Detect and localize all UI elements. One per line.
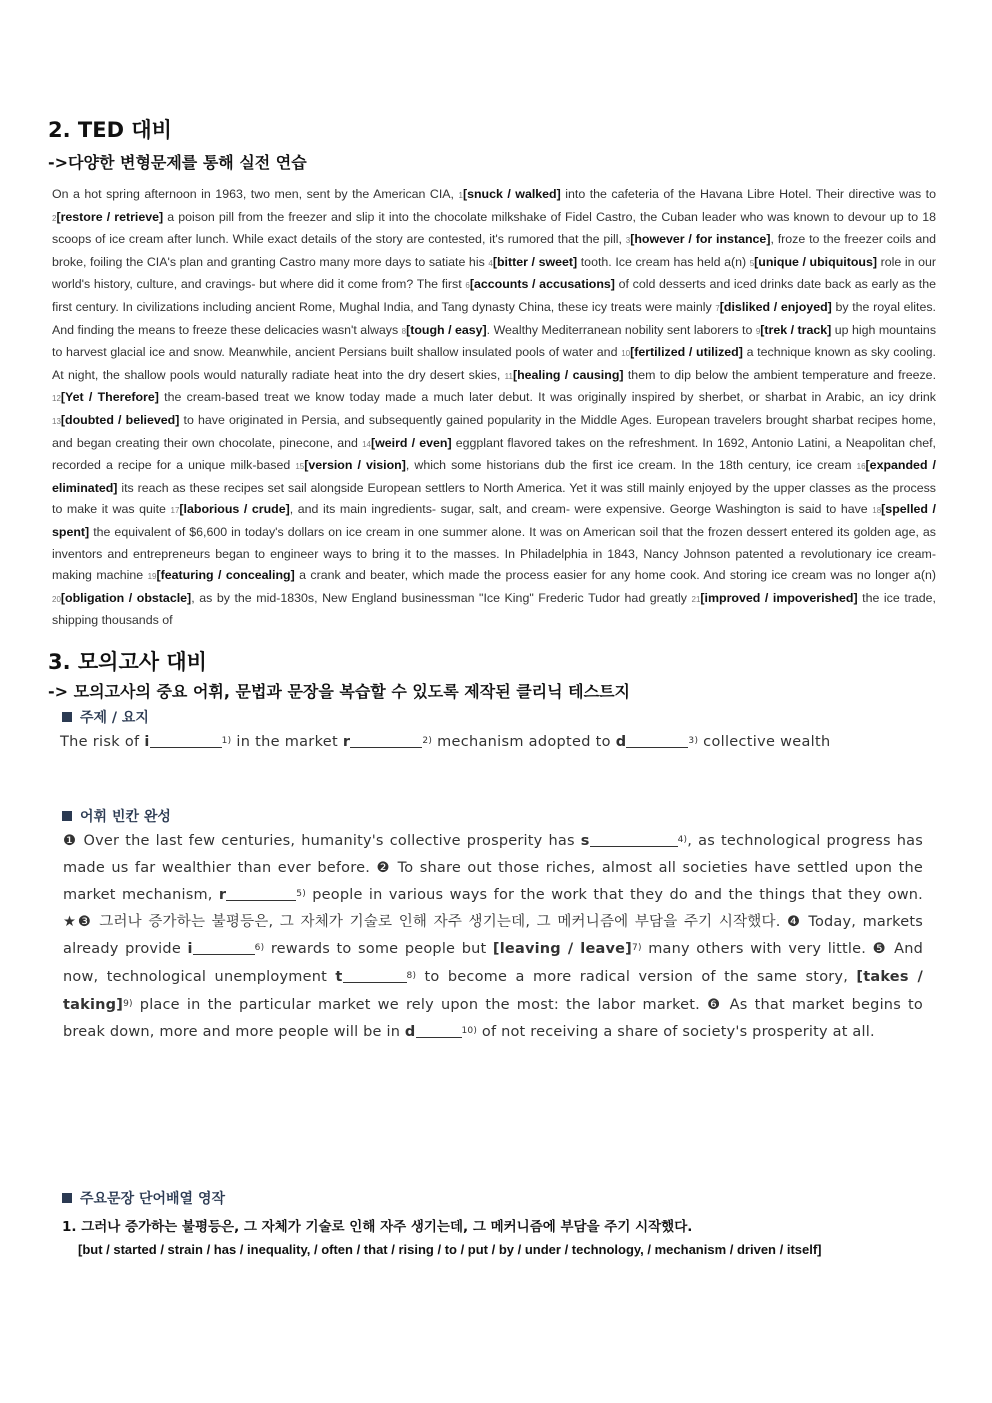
ted-text: . Wealthy Mediterranean nobility sent laborers to	[486, 322, 756, 337]
ted-question-number: 12	[52, 394, 61, 404]
ted-bold: [laborious / crude]	[179, 502, 290, 517]
ted-text: its reach as these recipes set sail alongside European settlers to North America. Yet it was still mainly enjoyed by the upper classes as the process to make it was quite	[52, 480, 936, 517]
ted-text: them to dip below the ambient temperature and freeze.	[623, 367, 937, 382]
square-bullet-icon	[62, 811, 72, 821]
ted-text: up high mountains to harvest glacial ice and snow. Meanwhile, ancient Persians built shallow insulated pools of water and	[52, 322, 937, 360]
ted-question-number: 5	[749, 258, 755, 268]
vocab-blank	[226, 887, 296, 901]
ted-question-number: 1	[458, 191, 463, 200]
ted-bold: [expanded / eliminated]	[52, 458, 936, 495]
topic-question-number: 1)	[221, 736, 232, 746]
ted-bold: [weird / even]	[371, 435, 452, 450]
topic-text: in the market	[231, 734, 343, 750]
ted-bold: [tough / easy]	[406, 322, 487, 337]
ted-bold: [trek / track]	[760, 322, 832, 337]
topic-question-number: 2)	[422, 736, 433, 746]
ted-bold: [Yet / Therefore]	[60, 390, 159, 405]
vocab-heading-label: 어휘 빈칸 완성	[80, 809, 171, 825]
ted-question-number: 19	[147, 572, 157, 582]
ted-bold: [healing / causing]	[512, 367, 624, 382]
square-bullet-icon	[62, 712, 72, 722]
ted-bold: [snuck / walked]	[462, 187, 561, 201]
vocab-text: rewards to some people but	[264, 941, 493, 958]
ted-bold: [disliked / enjoyed]	[719, 299, 832, 314]
ted-text: , as by the mid-1830s, New England businessman "Ice King" Frederic Tudor had greatly	[191, 590, 692, 605]
ted-question-number: 20	[52, 594, 61, 604]
topic-question-number: 3)	[688, 736, 699, 746]
arrange-heading-label: 주요문장 단어배열 영작	[80, 1191, 225, 1207]
ted-question-number: 10	[621, 349, 631, 359]
topic-text: mechanism adopted to	[432, 734, 616, 750]
ted-question-number: 17	[170, 506, 180, 516]
section-3-title: 3. 모의고사 대비	[48, 650, 207, 674]
ted-text: a crank and beater, which made the process easier for any home cook. And storing ice cream was no longer a(n)	[294, 568, 936, 583]
vocab-text: , as technological progress has made us far wealthier than ever before. ❷ To share out those riches, almost all societies have settled upon the market mechanism,	[63, 833, 923, 904]
topic-bold: r	[342, 734, 351, 750]
vocab-question-number: 4)	[677, 835, 688, 845]
ted-text: , froze to the freezer coils and broke, foiling the CIA's plan and granting Castro many more days to satiate his	[52, 232, 936, 269]
vocab-text: to become a more radical version of the same story,	[416, 968, 857, 985]
ted-question-number: 2	[52, 213, 57, 223]
vocab-bold: d	[404, 1024, 416, 1041]
vocab-text: of not receiving a share of society's prosperity at all.	[477, 1024, 875, 1041]
ted-text: by the royal elites. And finding the means to freeze these delicacies wasn't always	[52, 299, 936, 337]
ted-text: a technique known as sky cooling. At night, the shallow pools would naturally radiate heat into the dry desert skies,	[52, 345, 936, 382]
ted-question-number: 9	[755, 326, 761, 336]
ted-bold: [bitter / sweet]	[492, 254, 578, 269]
vocab-question-number: 6)	[254, 943, 265, 954]
vocab-bold: r	[218, 887, 227, 904]
topic-blank	[150, 734, 222, 748]
arrange-question: 1. 그러나 증가하는 불평등은, 그 자체가 기술로 인해 자주 생기는데, 그 메커니즘에 부담을 주기 시작했다.	[62, 1219, 693, 1235]
ted-text: the ice trade, shipping thousands of	[52, 590, 937, 628]
ted-passage	[52, 184, 936, 632]
ted-question-number: 6	[465, 281, 470, 291]
ted-bold: [improved / impoverished]	[700, 590, 858, 605]
vocab-question-number: 5)	[296, 889, 306, 900]
vocab-text: people in various ways for the work that they do and the things that they own. ★❸ 그러나 증가하는 불평등은, 그 자체가 기술로 인해 자주 생기는데, 그 메커니즘에 부담을 주기 시작했다. ❹ Today, markets already provide	[63, 887, 923, 958]
ted-text: the cream-based treat we know today made a much later debut. It was originally inspired by sherbet, or sharbat in Arabic, an icy drink	[158, 390, 936, 405]
ted-text: tooth. Ice cream has held a(n)	[577, 254, 750, 269]
square-bullet-icon	[62, 1193, 72, 1203]
ted-text: to have originated in Persia, and subsequently gained popularity in the Middle Ages. European travelers brought sharbat recipes home, and began creating their own chocolate, pinecone, and	[52, 412, 937, 450]
ted-question-number: 21	[691, 594, 701, 604]
ted-text: , which some historians dub the first ice cream. In the 18th century, ice cream	[405, 458, 857, 473]
vocab-blank	[416, 1024, 462, 1038]
ted-text: On a hot spring afternoon in 1963, two men, sent by the American CIA,	[52, 187, 459, 201]
vocab-passage	[63, 827, 923, 1046]
topic-heading-label: 주제 / 요지	[80, 710, 149, 726]
ted-bold: [obligation / obstacle]	[60, 590, 192, 605]
topic-sentence	[60, 734, 830, 750]
ted-question-number: 8	[401, 326, 407, 336]
ted-text: a poison pill from the freezer and slip it into the chocolate milkshake of Fidel Castro, the Cuban leader who was known to devour up to 18 scoops of ice cream after lunch. While exact details of the story are contested, it's rumored that the pill,	[52, 209, 936, 247]
topic-text: The risk of	[60, 734, 145, 750]
vocab-blank	[343, 969, 407, 983]
topic-bold: d	[615, 734, 627, 750]
topic-bold: i	[144, 734, 150, 750]
vocab-blank	[590, 833, 678, 847]
vocab-question-number: 8)	[406, 970, 417, 981]
vocab-bold: s	[580, 833, 590, 849]
ted-bold: [unique / ubiquitous]	[754, 254, 877, 269]
vocab-bold: [leaving / leave]	[492, 941, 633, 958]
section-3-subtitle: -> 모의고사의 중요 어휘, 문법과 문장을 복습할 수 있도록 제작된 클리닉 테스트지	[48, 682, 630, 701]
ted-bold: [featuring / concealing]	[156, 568, 295, 583]
vocab-heading	[62, 806, 171, 826]
vocab-bold: i	[187, 941, 193, 958]
arrange-word-bank: [but / started / strain / has / inequality, / often / that / rising / to / put / by / under / technology, / mechanism / driven / itself]	[78, 1242, 822, 1257]
topic-blank	[626, 734, 688, 748]
ted-bold: [accounts / accusations]	[469, 277, 615, 292]
vocab-bold: [takes / taking]	[63, 968, 923, 1013]
topic-text: collective wealth	[698, 734, 831, 750]
ted-question-number: 13	[52, 416, 61, 426]
ted-bold: [version / vision]	[304, 458, 406, 473]
ted-question-number: 18	[872, 506, 882, 516]
vocab-text: ❶ Over the last few centuries, humanity's collective prosperity has	[63, 833, 581, 849]
section-2-title: 2. TED 대비	[48, 118, 172, 142]
ted-text: into the cafeteria of the Havana Libre Hotel. Their directive was to	[560, 187, 936, 201]
vocab-text: many others with very little. ❺ And now, technological unemployment	[63, 941, 923, 985]
vocab-question-number: 7)	[632, 943, 642, 954]
vocab-blank	[193, 941, 255, 955]
ted-bold: [doubted / believed]	[60, 412, 180, 427]
vocab-text: place in the particular market we rely upon the most: the labor market. ❻ As that market begins to break down, more and more people will be in	[63, 996, 923, 1041]
ted-bold: [however / for instance]	[630, 232, 771, 247]
ted-bold: [restore / retrieve]	[56, 209, 164, 224]
ted-question-number: 3	[625, 236, 631, 246]
vocab-question-number: 10)	[461, 1026, 478, 1037]
topic-blank	[350, 734, 422, 748]
vocab-bold: t	[335, 968, 343, 985]
topic-heading	[62, 707, 149, 727]
ted-bold: [spelled / spent]	[52, 502, 936, 539]
arrange-heading	[62, 1188, 225, 1208]
ted-question-number: 15	[295, 462, 305, 472]
ted-question-number: 4	[488, 258, 493, 268]
ted-text: role in our world's history, culture, and cravings- but where did it come from? The first	[52, 254, 936, 292]
ted-text: , and its main ingredients- sugar, salt, and cream- were expensive. George Washington is said to have	[289, 502, 873, 517]
ted-text: eggplant flavored takes on the refreshment. In 1692, Antonio Latini, a Neapolitan chef, recorded a recipe for a unique milk-based	[52, 435, 936, 473]
ted-question-number: 14	[362, 439, 371, 449]
ted-question-number: 16	[856, 462, 866, 472]
ted-question-number: 11	[504, 371, 513, 381]
ted-bold: [fertilized / utilized]	[630, 345, 743, 360]
ted-text: the equivalent of $6,600 in today's dollars on ice cream in one summer alone. It was on American soil that the frozen dessert entered its golden age, as inventors and entrepreneurs began to engineer ways to bring it to the masses. In Philadelphia in 1843, Nancy Johnson patented a revolutionary ice cream-making machine	[52, 524, 936, 583]
ted-question-number: 7	[715, 303, 720, 313]
section-2-subtitle: ->다양한 변형문제를 통해 실전 연습	[48, 153, 307, 172]
ted-text: of cold desserts and iced drinks date back as early as the first century. In civilizations including ancient Rome, Mughal India, and Tang dynasty China, these icy treats were mainly	[52, 277, 936, 314]
vocab-question-number: 9)	[123, 998, 133, 1009]
